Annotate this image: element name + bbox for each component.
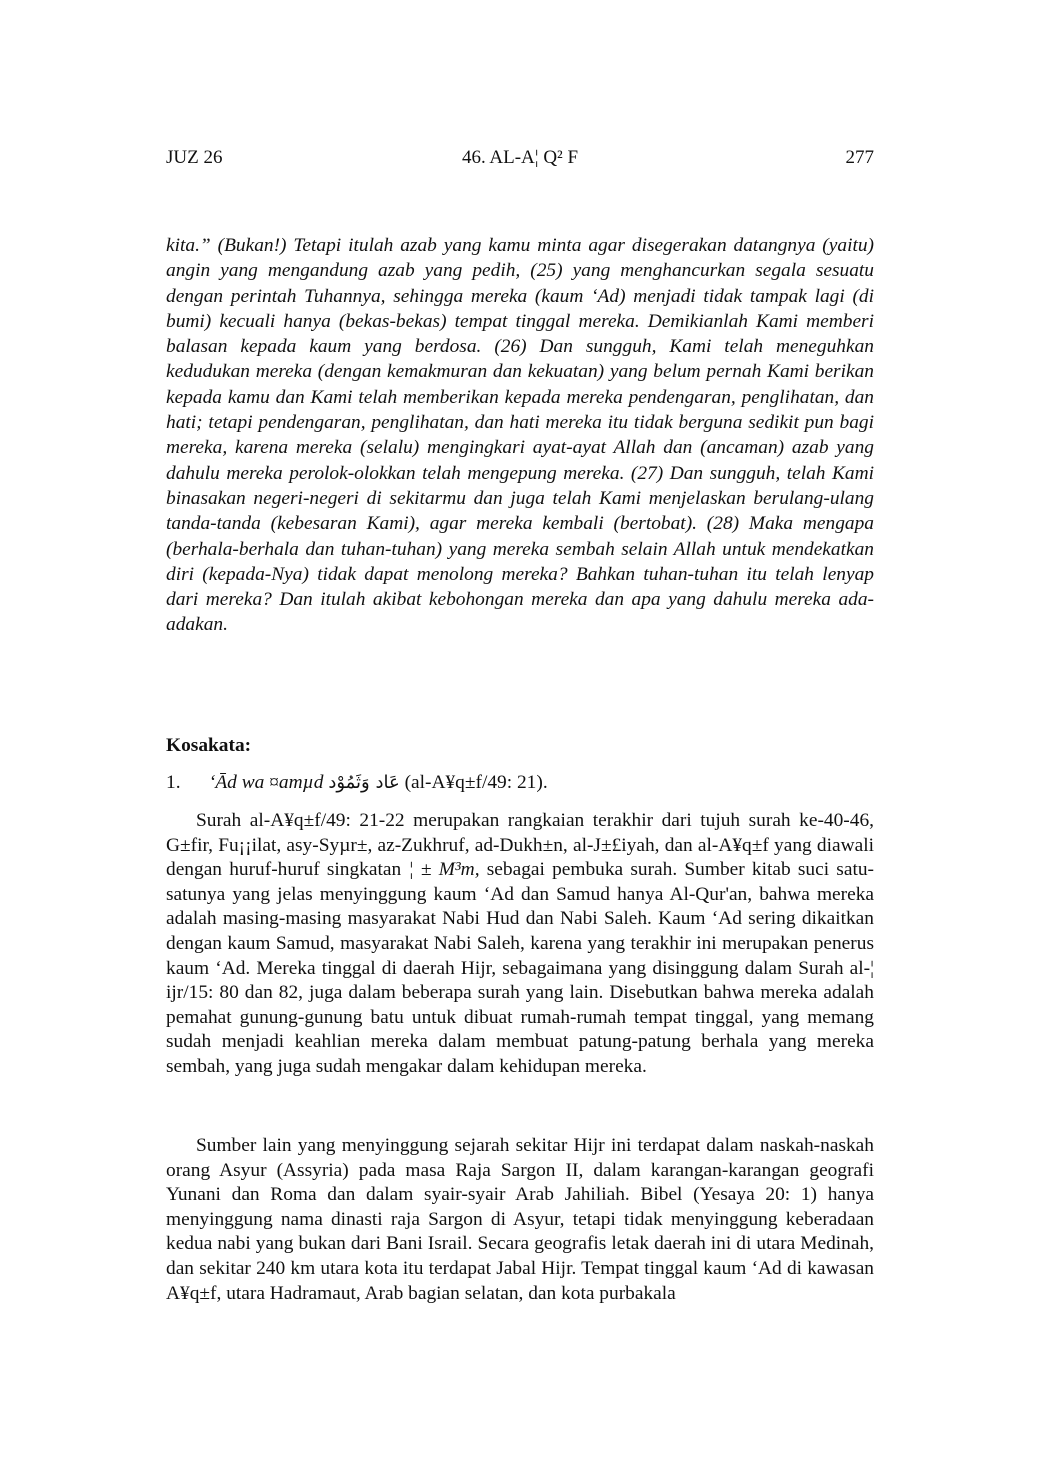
paragraph-1-text-b: sebagai pembuka surah. Sumber kitab suci satu-satunya yang jelas menyinggung kaum ‘Ad dan Samud hanya Al-Qur'an, bahwa mereka adalah masing-masing masyarakat Nabi Hud dan Nabi Saleh. Kaum ‘Ad sering dikaitkan dengan kaum Samud, masyarakat Nabi Saleh, karena yang terakhir ini merupakan penerus kaum ‘Ad. Mereka tinggal di daerah Hijr, sebagaimana yang disinggung dalam Surah al-¦ ijr/15: 80 dan 82, juga dalam beberapa surah yang lain. Disebutkan bahwa mereka adalah pemahat gunung-gunung batu untuk dibuat rumah-rumah tempat tinggal, yang memang sudah menjadi keahlian mereka dalam membuat patung-patung berhala yang mereka sembah, yang juga sudah mengakar dalam kehidupan mereka. [166,859,874,1077]
paragraph-1-text-a: Surah al-A¥q±f/49: 21-22 merupakan rangkaian terakhir dari tujuh surah ke-40-46, G±fir, Fu¡¡ilat, asy-Syµr±, az-Zukhruf, ad-Dukh±n, al-J±£iyah, dan al-A¥q±f yang diawali dengan huruf-huruf singkatan [166,810,874,881]
item-reference: (al-A¥q±f/49: 21). [404,772,548,793]
page-number: 277 [845,147,874,168]
surah-title: 46. AL-A¦ Q² F [461,147,579,168]
explanation-paragraph-2: Sumber lain yang menyinggung sejarah sekitar Hijr ini terdapat dalam naskah-naskah orang Asyur (Assyria) pada masa Raja Sargon II, dalam karangan-karangan geografi Yunani dan Roma dan dalam syair-syair Arab Jahiliah. Bibel (Yesaya 20: 1) hanya menyinggung nama dinasti raja Sargon di Asyur, tetapi tidak menyinggung keberadaan kedua nabi yang bukan dari Bani Israil. Secara geografis letak daerah ini di utara Medinah, dan sekitar 240 km utara kota itu terdapat Jabal Hijr. Tempat tinggal kaum ‘Ad di kawasan A¥q±f, utara Hadramaut, Arab bagian selatan, dan kota purbakala [166,1135,874,1304]
item-number: 1. [166,772,181,793]
juz-label: JUZ 26 [166,147,223,168]
vocabulary-item [166,770,874,795]
vocabulary-heading: Kosakata: [166,735,252,756]
item-arabic: عَاد وَثَمُوْد [328,772,400,793]
verse-translation: kita.” (Bukan!) Tetapi itulah azab yang kamu minta agar disegerakan datangnya (yaitu) angin yang mengandung azab yang pedih, (25) yang menghancurkan segala sesuatu dengan perintah Tuhannya, sehingga mereka (kaum ‘Ad) menjadi tidak tampak lagi (di bumi) kecuali hanya (bekas-bekas) tempat tinggal mereka. Demikianlah Kami memberi balasan kepada kaum yang berdosa. (26) Dan sungguh, Kami telah meneguhkan kedudukan mereka (dengan kemakmuran dan kekuatan) yang belum pernah Kami berikan kepada kamu dan Kami telah memberikan kepada mereka pendengaran, penglihatan, dan hati; tetapi pendengaran, penglihatan, dan hati mereka itu tidak berguna sedikit pun bagi mereka, karena mereka (selalu) mengingkari ayat-ayat Allah dan (ancaman) azab yang dahulu mereka perolok-olokkan telah mengepung mereka. (27) Dan sungguh, telah Kami binasakan negeri-negeri di sekitarmu dan juga telah Kami menjelaskan berulang-ulang tanda-tanda (kebesaran Kami), agar mereka kembali (bertobat). (28) Maka mengapa (berhala-berhala dan tuhan-tuhan) yang mereka sembah selain Allah untuk mendekatkan diri (kepada-Nya) tidak dapat menolong mereka? Bahkan tuhan-tuhan itu telah lenyap dari mereka? Dan itulah akibat kebohongan mereka dan apa yang dahulu mereka ada-adakan. [166,235,874,636]
paragraph-1-italic-letters: ¦ ± M³m, [408,859,480,881]
item-term: ‘Ād wa ¤amµd [208,772,324,793]
running-header [166,147,874,173]
explanation-paragraph-1 [166,809,874,1080]
